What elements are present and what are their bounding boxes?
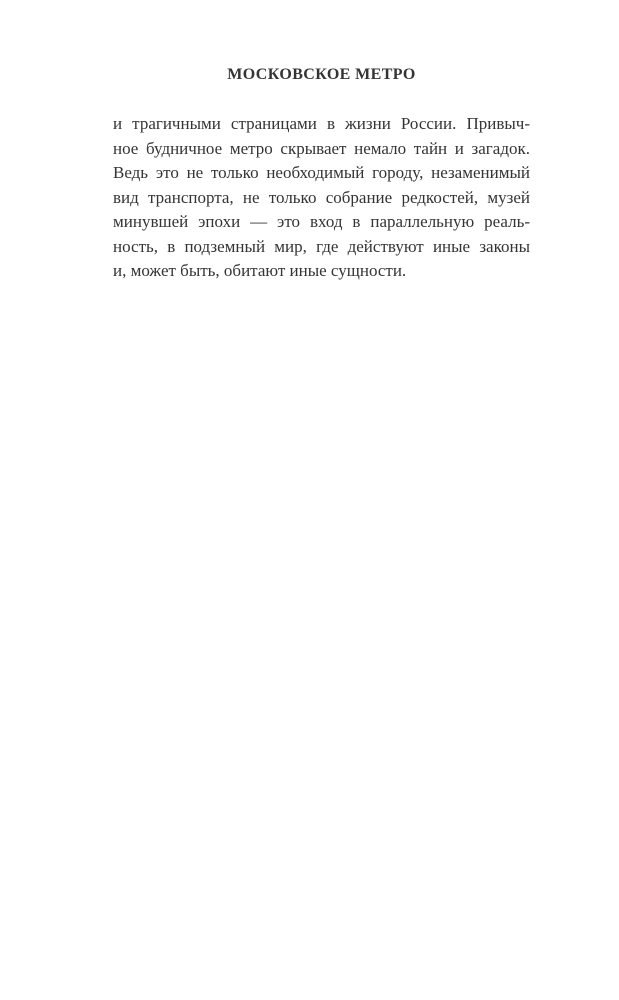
text-line: вид транспорта, не только собрание редкостей, музей: [113, 187, 530, 207]
text-line: ность, в подземный мир, где действуют иные законы: [113, 236, 530, 256]
text-line: ное будничное метро скрывает немало тайн и загадок.: [113, 138, 530, 158]
text-line: минувшей эпохи — это вход в параллельную реаль-: [113, 212, 530, 231]
text-line: и, может быть, обитают иные сущности.: [113, 261, 407, 280]
text-line: Ведь это не только необходимый городу, незаменимый: [113, 163, 530, 182]
paragraph: [113, 112, 530, 284]
running-head: МОСКОВСКОЕ МЕТРО: [227, 66, 416, 83]
text-line: и трагичными страницами в жизни России. Привыч-: [113, 114, 530, 133]
